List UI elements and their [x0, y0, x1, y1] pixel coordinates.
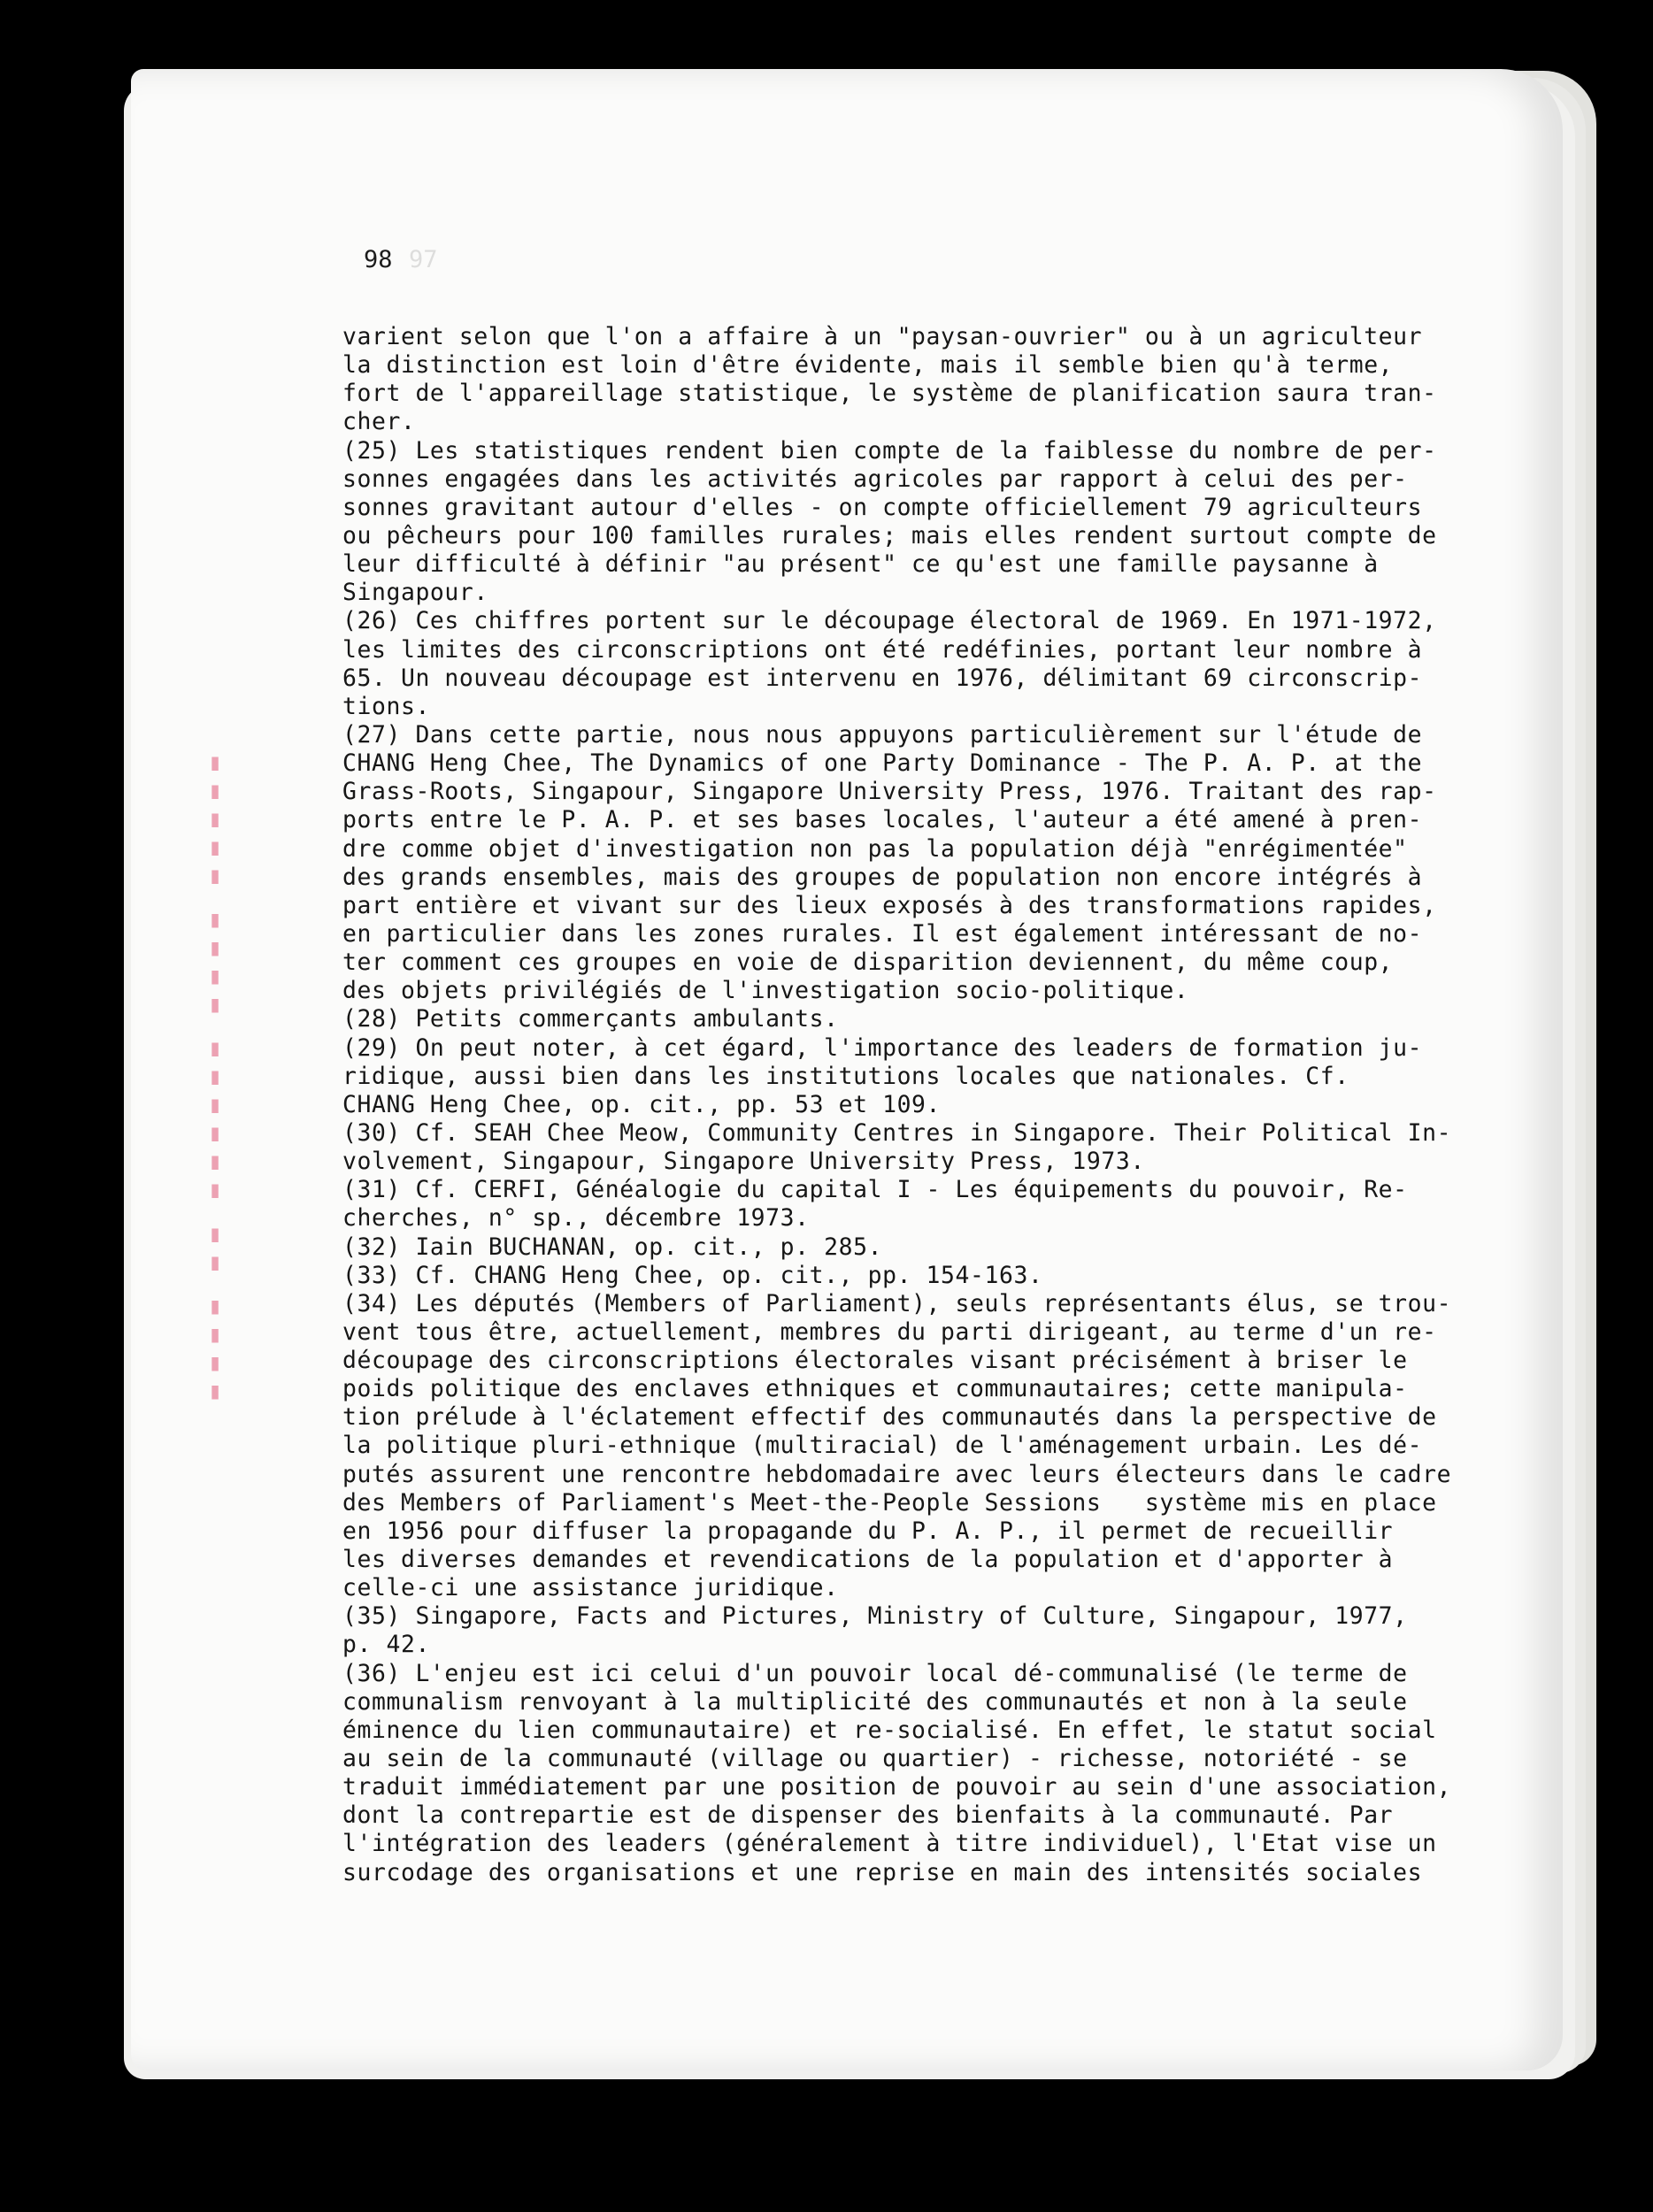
library-stamp-graphic: ▮▮▮▮ ▮▮ ▮▮▮▮▮▮ ▮▮▮▮ ▮▮▮▮▮	[202, 749, 228, 1407]
text-line: (27) Dans cette partie, nous nous appuyons particulièrement sur l'étude de	[342, 720, 1423, 749]
text-line: (31) Cf. CERFI, Généalogie du capital I - Les équipements du pouvoir, Re-	[342, 1176, 1408, 1204]
text-line: cher.	[342, 408, 416, 436]
text-line: découpage des circonscriptions électorales visant précisément à briser le	[342, 1347, 1408, 1375]
text-line: des Members of Parliament's Meet-the-People Sessions système mis en place	[342, 1488, 1437, 1517]
text-line: volvement, Singapour, Singapore University Press, 1973.	[342, 1148, 1145, 1176]
text-line: p. 42.	[342, 1631, 430, 1659]
text-line: (29) On peut noter, à cet égard, l'importance des leaders de formation ju-	[342, 1033, 1423, 1062]
text-line: (26) Ces chiffres portent sur le découpage électoral de 1969. En 1971-1972,	[342, 607, 1437, 635]
text-line: CHANG Heng Chee, The Dynamics of one Party Dominance - The P. A. P. at the	[342, 749, 1423, 778]
text-line: au sein de la communauté (village ou quartier) - richesse, notoriété - se	[342, 1745, 1408, 1773]
text-line: 65. Un nouveau découpage est intervenu en 1976, délimitant 69 circonscrip-	[342, 664, 1423, 692]
text-line: en particulier dans les zones rurales. Il est également intéressant de no-	[342, 919, 1423, 948]
text-line: tion prélude à l'éclatement effectif des communautés dans la perspective de	[342, 1403, 1437, 1432]
text-line: des objets privilégiés de l'investigation socio-politique.	[342, 977, 1189, 1005]
text-line: (30) Cf. SEAH Chee Meow, Community Centres in Singapore. Their Political In-	[342, 1118, 1452, 1147]
text-line: tions.	[342, 692, 430, 720]
bleed-page-number: 97	[409, 246, 438, 273]
text-line: vent tous être, actuellement, membres du parti dirigeant, au terme d'un re-	[342, 1317, 1437, 1346]
text-line: putés assurent une rencontre hebdomadaire avec leurs électeurs dans le cadre	[342, 1460, 1452, 1488]
text-line: (33) Cf. CHANG Heng Chee, op. cit., pp. 154-163.	[342, 1261, 1043, 1289]
text-line: celle-ci une assistance juridique.	[342, 1574, 839, 1602]
text-line: en 1956 pour diffuser la propagande du P. A. P., il permet de recueillir	[342, 1517, 1394, 1545]
text-line: (25) Les statistiques rendent bien compte de la faiblesse du nombre de per-	[342, 436, 1437, 465]
text-line: surcodage des organisations et une reprise en main des intensités sociales	[342, 1858, 1423, 1886]
text-line: sonnes gravitant autour d'elles - on compte officiellement 79 agriculteurs	[342, 493, 1423, 521]
text-line: sonnes engagées dans les activités agricoles par rapport à celui des per-	[342, 465, 1408, 493]
text-line: communalism renvoyant à la multiplicité des communautés et non à la seule	[342, 1687, 1408, 1716]
page-number: 98	[364, 246, 393, 273]
text-line: (32) Iain BUCHANAN, op. cit., p. 285.	[342, 1233, 883, 1261]
text-line: Singapour.	[342, 579, 488, 607]
text-line	[342, 1887, 1453, 1916]
text-line: fort de l'appareillage statistique, le système de planification saura tran-	[342, 380, 1437, 408]
text-line: Grass-Roots, Singapour, Singapore University Press, 1976. Traitant des rap-	[342, 778, 1437, 806]
text-line: les limites des circonscriptions ont été redéfinies, portant leur nombre à	[342, 635, 1423, 664]
text-line: cherches, n° sp., décembre 1973.	[342, 1204, 810, 1233]
text-line: (35) Singapore, Facts and Pictures, Ministry of Culture, Singapour, 1977,	[342, 1602, 1408, 1631]
text-line: varient selon que l'on a affaire à un "paysan-ouvrier" ou à un agriculteur	[342, 323, 1423, 350]
text-line: les diverses demandes et revendications de la population et d'apporter à	[342, 1546, 1394, 1574]
text-line: dre comme objet d'investigation non pas la population déjà "enrégimentée"	[342, 834, 1408, 863]
text-line: leur difficulté à définir "au présent" ce qu'est une famille paysanne à	[342, 550, 1379, 579]
text-line: dont la contrepartie est de dispenser des bienfaits à la communauté. Par	[342, 1801, 1394, 1830]
text-line: part entière et vivant sur des lieux exposés à des transformations rapides,	[342, 891, 1437, 919]
text-line: traduit immédiatement par une position de pouvoir au sein d'une association,	[342, 1773, 1452, 1801]
text-line: la politique pluri-ethnique (multiracial) de l'aménagement urbain. Les dé-	[342, 1432, 1423, 1460]
text-line: CHANG Heng Chee, op. cit., pp. 53 et 109.	[342, 1090, 942, 1118]
text-line: ridique, aussi bien dans les institutions locales que nationales. Cf.	[342, 1062, 1349, 1090]
text-line: ter comment ces groupes en voie de disparition deviennent, du même coup,	[342, 949, 1394, 977]
text-line: (28) Petits commerçants ambulants.	[342, 1005, 839, 1033]
text-line: l'intégration des leaders (généralement à titre individuel), l'Etat vise un	[342, 1830, 1437, 1858]
text-line: éminence du lien communautaire) et re-socialisé. En effet, le statut social	[342, 1716, 1437, 1744]
text-line: la distinction est loin d'être évidente, mais il semble bien qu'à terme,	[342, 351, 1394, 380]
text-line: ports entre le P. A. P. et ses bases locales, l'auteur a été amené à pren-	[342, 806, 1423, 834]
notes-body	[342, 323, 1453, 1916]
text-line: (36) L'enjeu est ici celui d'un pouvoir local dé-communalisé (le terme de	[342, 1659, 1408, 1687]
text-line: ou pêcheurs pour 100 familles rurales; mais elles rendent surtout compte de	[342, 521, 1437, 549]
text-line: poids politique des enclaves ethniques et communautaires; cette manipula-	[342, 1375, 1408, 1403]
text-line: des grands ensembles, mais des groupes de population non encore intégrés à	[342, 863, 1423, 891]
text-line: (34) Les députés (Members of Parliament), seuls représentants élus, se trou-	[342, 1289, 1452, 1317]
